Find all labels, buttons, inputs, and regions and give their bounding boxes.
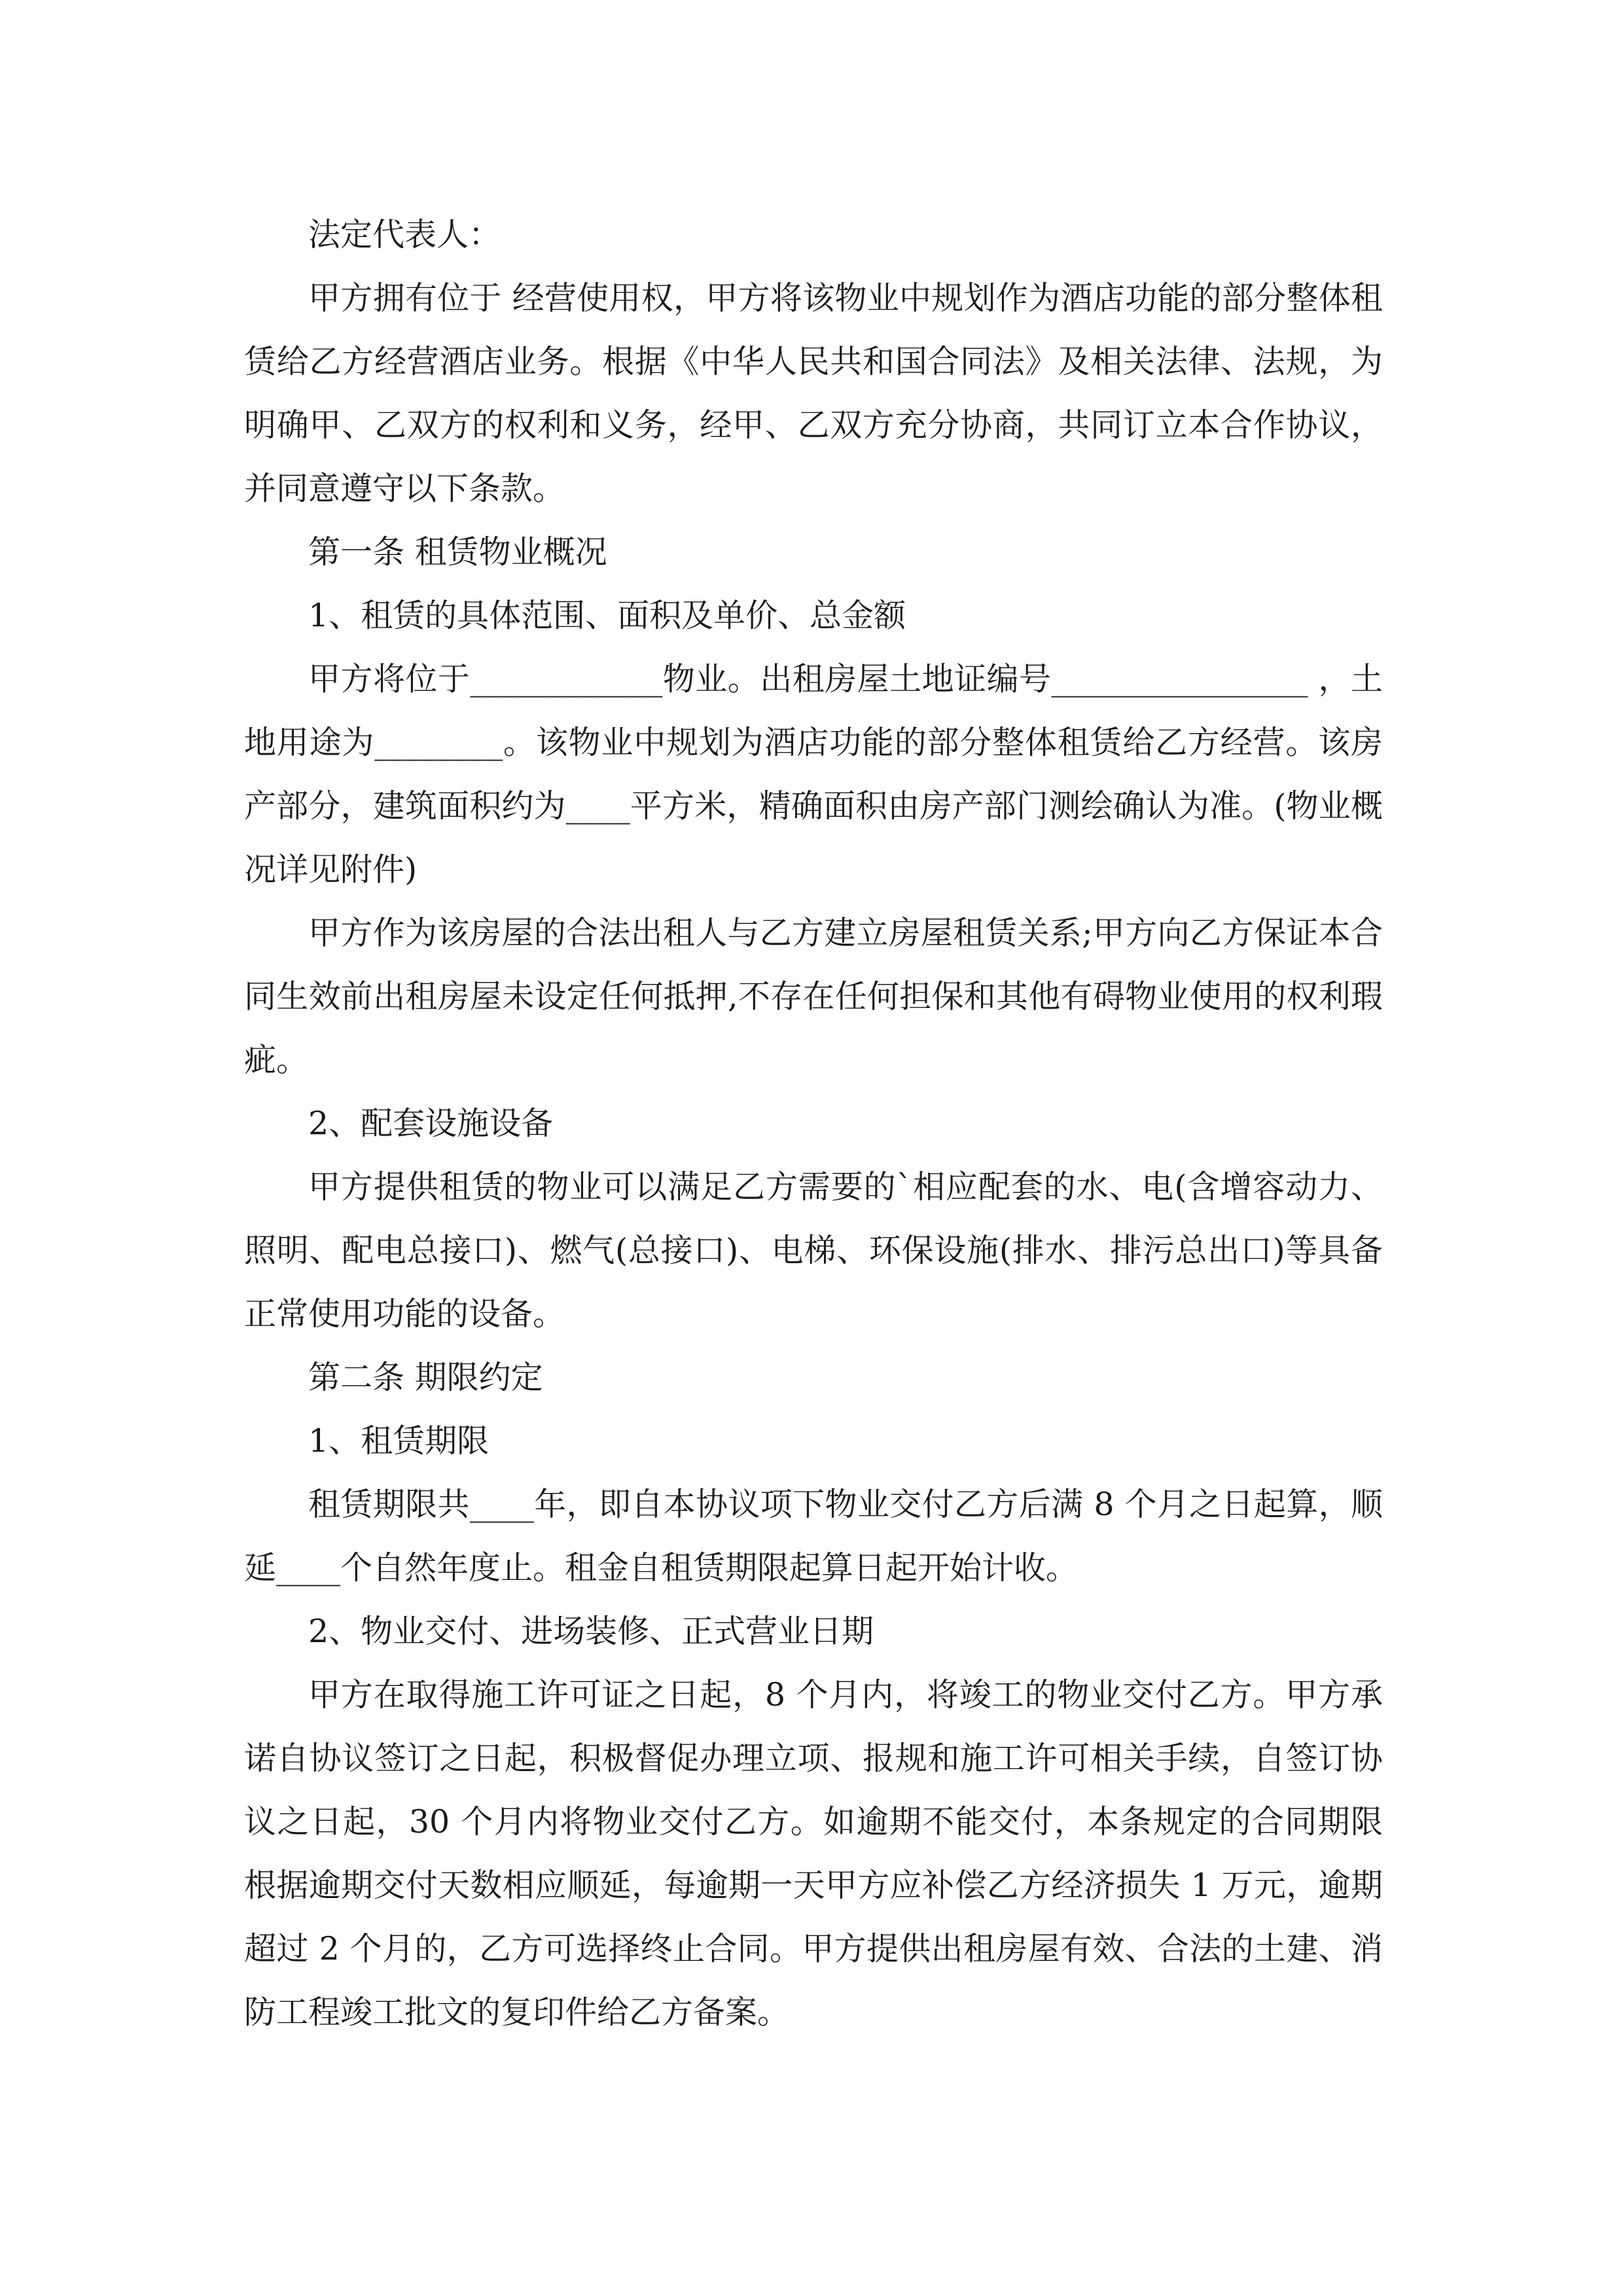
article-1-title: 第一条 租赁物业概况 (308, 533, 607, 571)
property-location-paragraph: 甲方将位于____________物业。出租房屋土地证编号________________ ，土地用途为________。该物业中规划为酒店功能的部分整体租赁给乙方经营。该房产部分，建筑面积约为____平方米，精确面积由房产部门测绘确认为准。(物业概况详见附件) (244, 660, 1383, 888)
document-body (244, 203, 1383, 2044)
lessor-guarantee-paragraph: 甲方作为该房屋的合法出租人与乙方建立房屋租赁关系;甲方向乙方保证本合同生效前出租房屋未设定任何抵押,不存在任何担保和其他有碍物业使用的权利瑕疵。 (244, 914, 1383, 1079)
article-2-section-1-title: 1、租赁期限 (308, 1422, 490, 1460)
lease-term-paragraph: 租赁期限共____年，即自本协议项下物业交付乙方后满 8 个月之日起算，顺延____个自然年度止。租金自租赁期限起算日起开始计收。 (244, 1486, 1383, 1587)
article-2-section-2-title: 2、物业交付、进场装修、正式营业日期 (308, 1613, 874, 1650)
article-2-title: 第二条 期限约定 (308, 1359, 543, 1396)
facilities-paragraph: 甲方提供租赁的物业可以满足乙方需要的`相应配套的水、电(含增容动力、照明、配电总接口)、燃气(总接口)、电梯、环保设施(排水、排污总出口)等具备正常使用功能的设备。 (244, 1168, 1383, 1333)
article-1-section-1-title: 1、租赁的具体范围、面积及单价、总金额 (308, 597, 906, 634)
delivery-paragraph: 甲方在取得施工许可证之日起，8 个月内，将竣工的物业交付乙方。甲方承诺自协议签订之日起，积极督促办理立项、报规和施工许可相关手续，自签订协议之日起，30 个月内将物业交付乙方。如逾期不能交付，本条规定的合同期限根据逾期交付天数相应顺延，每逾期一天甲方应补偿乙方经济损失 1 万元，逾期超过 2 个月的，乙方可选择终止合同。甲方提供出租房屋有效、合法的土建、消防工程竣工批文的复印件给乙方备案。 (244, 1676, 1383, 2031)
legal-representative-line: 法定代表人： (308, 216, 501, 253)
article-1-section-2-title: 2、配套设施设备 (308, 1105, 554, 1142)
preamble-paragraph: 甲方拥有位于 经营使用权，甲方将该物业中规划作为酒店功能的部分整体租赁给乙方经营酒店业务。根据《中华人民共和国合同法》及相关法律、法规，为明确甲、乙双方的权利和义务，经甲、乙双方充分协商，共同订立本合作协议，并同意遵守以下条款。 (244, 279, 1383, 507)
